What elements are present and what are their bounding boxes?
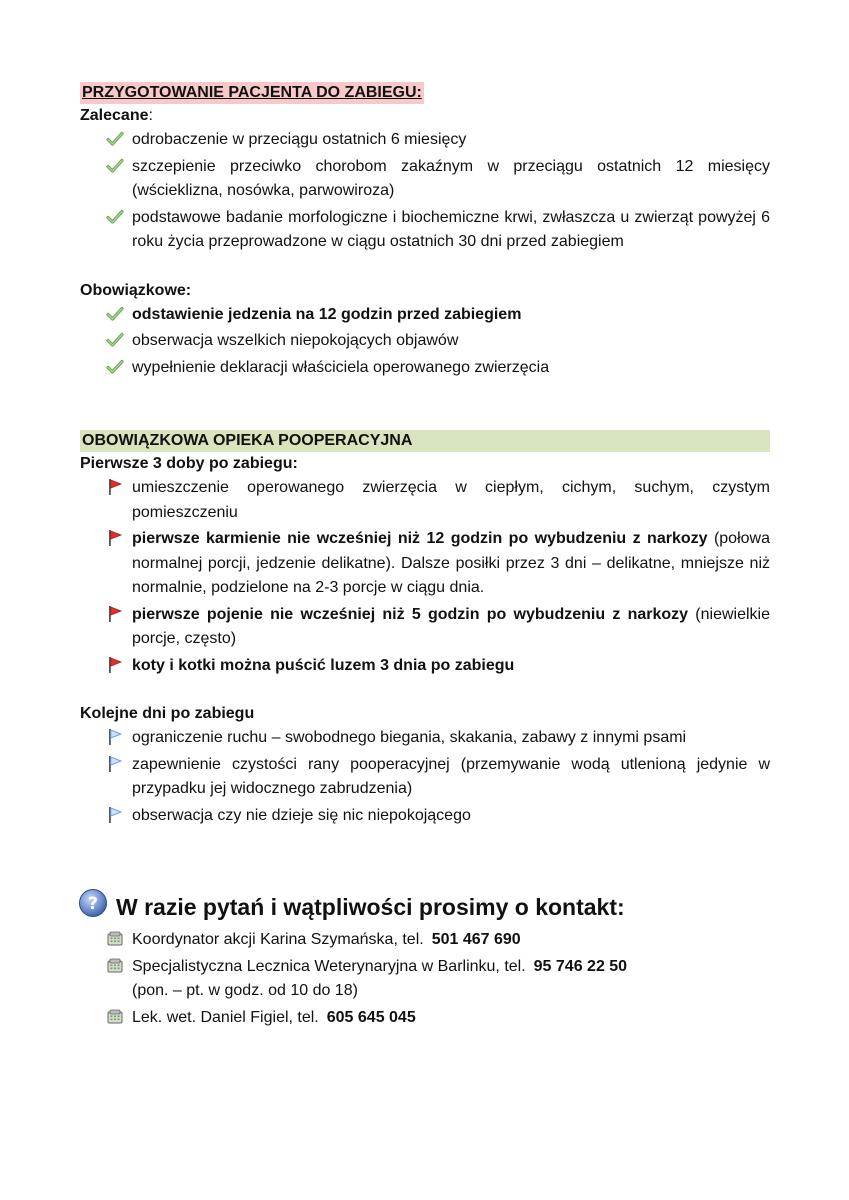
postop-section-title: OBOWIĄZKOWA OPIEKA POOPERACYJNA (80, 430, 770, 452)
list-item: ograniczenie ruchu – swobodnego biegania, skakania, zabawy z innymi psami (106, 726, 770, 751)
checkmark-icon (106, 208, 124, 226)
contact-item: Koordynator akcji Karina Szymańska, tel. 501 467 690 (106, 928, 770, 953)
blue-flag-icon (106, 755, 124, 773)
contact-item: Specjalistyczna Lecznica Weterynaryjna w Barlinku, tel. 95 746 22 50 (pon. – pt. w godz. od 10 do 18) (106, 955, 770, 1004)
question-icon (78, 888, 108, 918)
prep-section-title: PRZYGOTOWANIE PACJENTA DO ZABIEGU: (80, 82, 424, 104)
red-flag-icon (106, 529, 124, 547)
opening-hours: (pon. – pt. w godz. od 10 do 18) (132, 982, 358, 999)
list-item: zapewnienie czystości rany pooperacyjnej (przemywanie wodą utlenioną jedynie w przypadku jej widocznego zabrudzenia) (106, 753, 770, 802)
contact-title: ? W razie pytań i wątpliwości prosimy o kontakt: (78, 890, 770, 924)
list-item: pierwsze karmienie nie wcześniej niż 12 godzin po wybudzeniu z narkozy (połowa normalnej porcji, jedzenie delikatne). Dalsze posiłki przez 3 dni – delikatne, mniejsze niż normalnie, podzielone na 2-3 porcje w ciągu dnia. (106, 527, 770, 601)
phone-number[interactable]: 95 746 22 50 (533, 957, 628, 975)
list-item: umieszczenie operowanego zwierzęcia w ciepłym, cichym, suchym, czystym pomieszczeniu (106, 476, 770, 525)
mandatory-label: Obowiązkowe: (80, 281, 192, 299)
recommended-list (80, 128, 770, 255)
list-item: podstawowe badanie morfologiczne i biochemiczne krwi, zwłaszcza u zwierząt powyżej 6 roku życia przeprowadzone w ciągu ostatnich 30 dni przed zabiegiem (106, 206, 770, 255)
mandatory-list (80, 303, 770, 381)
list-item: pierwsze pojenie nie wcześniej niż 5 godzin po wybudzeniu z narkozy (niewielkie porcje, często) (106, 603, 770, 652)
red-flag-icon (106, 656, 124, 674)
list-item: obserwacja czy nie dzieje się nic niepokojącego (106, 804, 770, 829)
phone-icon (106, 930, 124, 948)
list-item: szczepienie przeciwko chorobom zakaźnym w przeciągu ostatnich 12 miesięcy (wścieklizna, nosówka, parwowiroza) (106, 155, 770, 204)
list-item: wypełnienie deklaracji właściciela operowanego zwierzęcia (106, 356, 770, 381)
recommended-label: Zalecane: (80, 107, 153, 124)
checkmark-icon (106, 130, 124, 148)
first-days-label: Pierwsze 3 doby po zabiegu: (80, 455, 298, 472)
list-item: obserwacja wszelkich niepokojących objawów (106, 329, 770, 354)
checkmark-icon (106, 305, 124, 323)
document-page (80, 82, 770, 1032)
svg-text:?: ? (88, 894, 98, 914)
first-days-list (80, 476, 770, 678)
next-days-label: Kolejne dni po zabiegu (80, 705, 255, 722)
list-item: koty i kotki można puścić luzem 3 dnia po zabiegu (106, 654, 770, 679)
blue-flag-icon (106, 728, 124, 746)
phone-icon (106, 957, 124, 975)
contact-item: Lek. wet. Daniel Figiel, tel. 605 645 045 (106, 1006, 770, 1031)
red-flag-icon (106, 605, 124, 623)
phone-number[interactable]: 501 467 690 (431, 931, 521, 948)
phone-number[interactable]: 605 645 045 (326, 1008, 416, 1026)
next-days-list (80, 726, 770, 828)
checkmark-icon (106, 331, 124, 349)
blue-flag-icon (106, 806, 124, 824)
checkmark-icon (106, 358, 124, 376)
phone-icon (106, 1008, 124, 1026)
list-item: odstawienie jedzenia na 12 godzin przed zabiegiem (106, 303, 770, 328)
list-item: odrobaczenie w przeciągu ostatnich 6 miesięcy (106, 128, 770, 153)
red-flag-icon (106, 478, 124, 496)
checkmark-icon (106, 157, 124, 175)
contact-list (80, 928, 770, 1030)
